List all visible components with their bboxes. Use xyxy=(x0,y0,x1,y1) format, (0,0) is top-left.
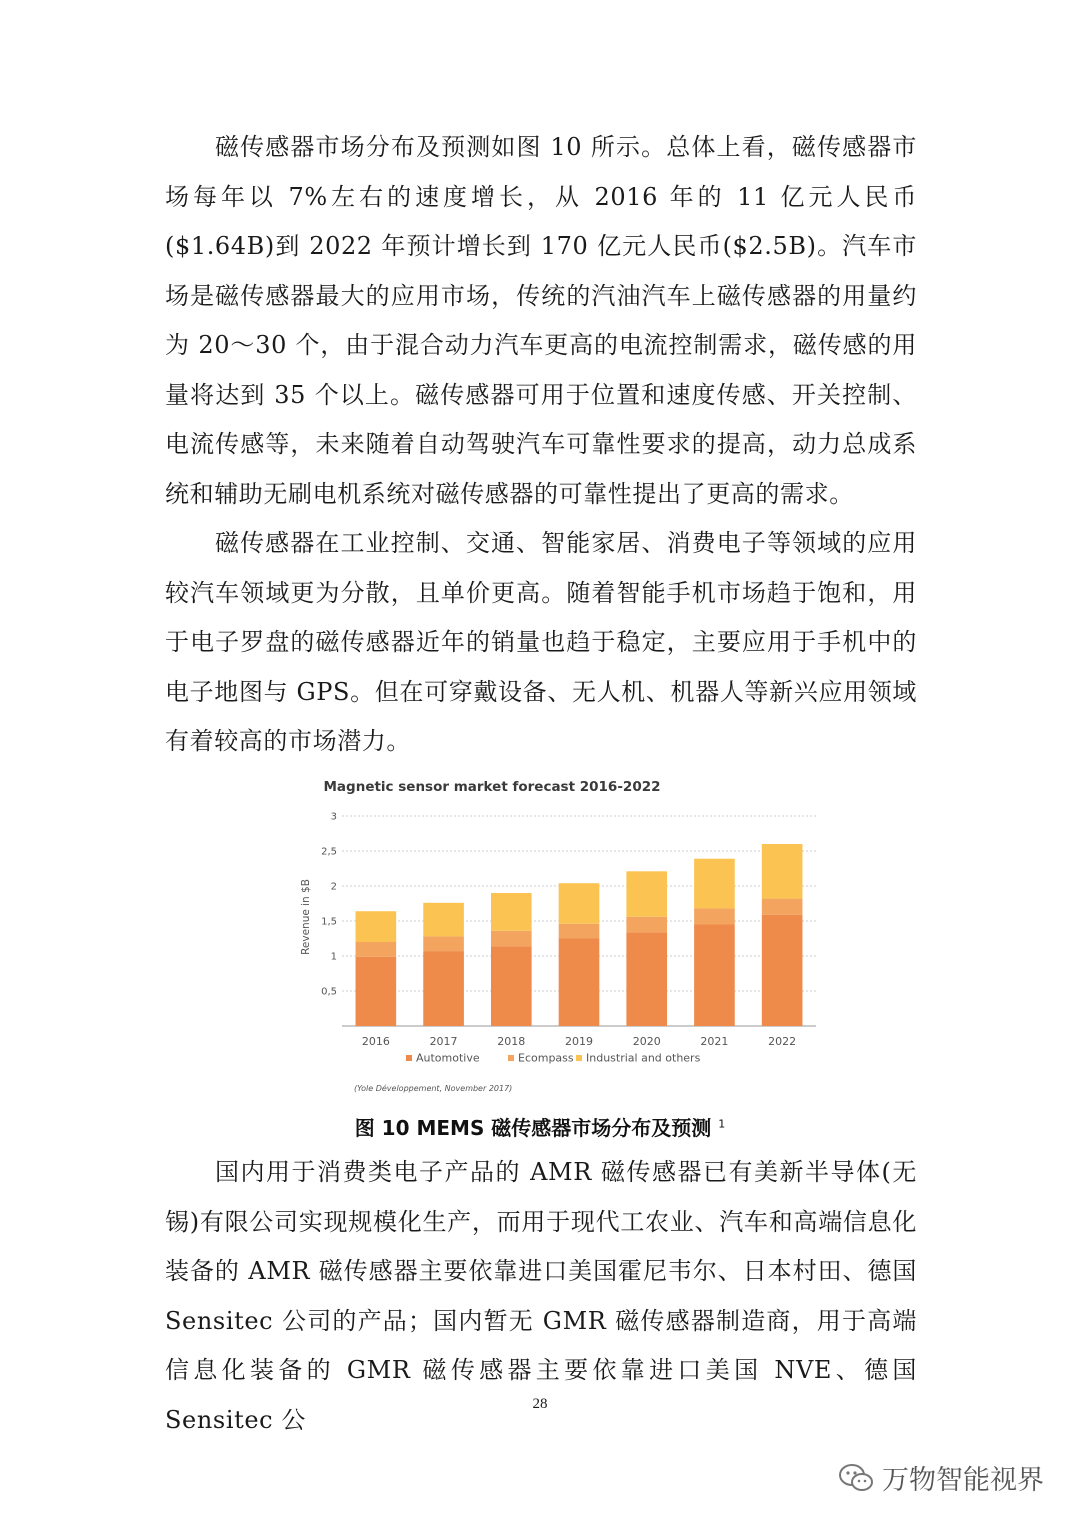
x-tick-label: 2017 xyxy=(429,1035,458,1048)
bar-segment xyxy=(626,871,667,917)
y-tick-label: 0,5 xyxy=(321,986,337,998)
legend-item xyxy=(508,1052,574,1065)
bar-segment xyxy=(626,932,667,1026)
bar-segment xyxy=(694,908,735,924)
legend-swatch xyxy=(508,1055,514,1061)
legend-label: Automotive xyxy=(416,1051,480,1065)
y-tick-label: 1,5 xyxy=(321,916,337,928)
legend-item xyxy=(406,1052,480,1065)
body-text-top xyxy=(165,123,917,767)
bar-segment xyxy=(559,939,600,1027)
bar-segment xyxy=(423,951,464,1026)
chart-source: (Yole Développement, November 2017) xyxy=(354,1084,513,1093)
y-tick-labels xyxy=(321,812,337,998)
bar-segment xyxy=(356,942,397,957)
y-tick-label: 1 xyxy=(330,951,337,963)
page-number: 28 xyxy=(532,1396,548,1412)
y-tick-label: 2,5 xyxy=(321,846,337,858)
market-forecast-chart xyxy=(292,772,832,1102)
paragraph: 国内用于消费类电子产品的 AMR 磁传感器已有美新半导体(无锡)有限公司实现规模化生产，而用于现代工农业、汽车和高端信息化装备的 AMR 磁传感器主要依靠进口美国霍尼韦尔、日本村田、德国 Sensitec 公司的产品；国内暂无 GMR 磁传感器制造商，用于高端信息化装备的 GMR 磁传感器主要依靠进口美国 NVE、德国 Sensitec 公 xyxy=(165,1158,917,1434)
legend-swatch xyxy=(406,1055,412,1061)
x-tick-label: 2018 xyxy=(497,1035,526,1048)
chart-legend xyxy=(406,1052,701,1065)
x-tick-label: 2022 xyxy=(768,1035,797,1048)
bar-segment xyxy=(423,936,464,951)
y-axis-label: Revenue in $B xyxy=(300,879,312,955)
legend-label: Ecompass xyxy=(518,1051,574,1065)
bar-segment xyxy=(762,899,803,915)
bar-segment xyxy=(762,915,803,1026)
bar-segment xyxy=(626,917,667,932)
legend-item xyxy=(576,1052,701,1065)
bar-segment xyxy=(356,957,397,1026)
footnote-mark: 1 xyxy=(718,1117,726,1131)
bar-segment xyxy=(694,925,735,1027)
y-tick-label: 3 xyxy=(330,811,337,823)
bar-segment xyxy=(694,859,735,909)
paragraph: 磁传感器在工业控制、交通、智能家居、消费电子等领域的应用较汽车领域更为分散，且单价更高。随着智能手机市场趋于饱和，用于电子罗盘的磁传感器近年的销量也趋于稳定，主要应用于手机中的电子地图与 GPS。但在可穿戴设备、无人机、机器人等新兴应用领域有着较高的市场潜力。 xyxy=(165,529,917,755)
bar-segment xyxy=(356,911,397,942)
x-tick-labels xyxy=(362,1035,796,1048)
watermark xyxy=(838,1458,1044,1497)
x-tick-label: 2021 xyxy=(700,1035,729,1048)
watermark-text: 万物智能视界 xyxy=(882,1465,1044,1496)
bar-segment xyxy=(491,946,532,1026)
x-tick-label: 2016 xyxy=(361,1035,390,1048)
y-tick-label: 2 xyxy=(330,881,337,893)
bar-segment xyxy=(423,903,464,937)
figure-caption xyxy=(0,1112,1080,1141)
paragraph: 磁传感器市场分布及预测如图 10 所示。总体上看，磁传感器市场每年以 7%左右的速度增长，从 2016 年的 11 亿元人民币($1.64B)到 2022 年预计增长到 170 亿元人民币($2.5B)。汽车市场是磁传感器最大的应用市场，传统的汽油汽车上磁传感器的用量约为 20～30 个，由于混合动力汽车更高的电流控制需求，磁传感的用量将达到 35 个以上。磁传感器可用于位置和速度传感、开关控制、电流传感等，未来随着自动驾驶汽车可靠性要求的提高，动力总成系统和辅助无刷电机系统对磁传感器的可靠性提出了更高的需求。 xyxy=(165,133,917,508)
legend-label: Industrial and others xyxy=(586,1051,701,1065)
wechat-icon xyxy=(838,1463,874,1493)
caption-text: 图 10 MEMS 磁传感器市场分布及预测 xyxy=(354,1116,712,1140)
bar-segment xyxy=(559,924,600,939)
x-tick-label: 2019 xyxy=(565,1035,593,1048)
chart-title: Magnetic sensor market forecast 2016-2022 xyxy=(323,779,661,795)
bar-segment xyxy=(491,893,532,931)
bar-segment xyxy=(491,931,532,946)
chart-bars xyxy=(356,844,803,1026)
bar-segment xyxy=(559,883,600,924)
bar-segment xyxy=(762,844,803,899)
x-tick-label: 2020 xyxy=(632,1035,661,1048)
legend-swatch xyxy=(576,1055,582,1061)
